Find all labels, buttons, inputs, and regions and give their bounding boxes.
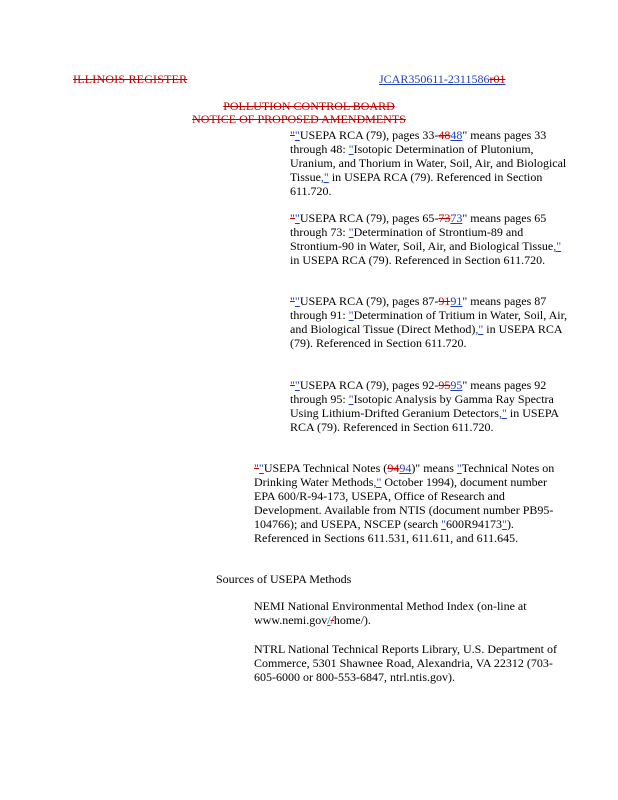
deleted-quote: " <box>290 211 295 225</box>
definition-text: " means pages 33 through 48: <box>290 128 547 156</box>
definition-rca-92-95 <box>290 378 570 434</box>
inserted-quote: " <box>441 517 447 531</box>
deleted-slash: / <box>330 613 334 627</box>
inserted-quote: " <box>294 128 300 142</box>
inserted-quote: ," <box>475 322 484 336</box>
inserted-quote: " <box>348 142 354 156</box>
definition-text: USEPA RCA (79), pages 65- <box>299 211 439 225</box>
inserted-range: 73 <box>450 211 463 225</box>
definition-text: " means pages 65 through 73: <box>290 211 547 239</box>
source-text: home/). <box>333 613 371 627</box>
definition-technical-notes <box>254 461 564 545</box>
definition-text: October 1994), document number EPA 600/R-94-173, USEPA, Office of Research and Development. Available from NTIS (document number PB95-104766); and USEPA, NSCEP (search <box>254 475 554 531</box>
definition-text: Isotopic Analysis by Gamma Ray Spectra Using Lithium-Drifted Geranium Detectors <box>290 392 554 420</box>
deleted-range: 73 <box>438 211 451 225</box>
definition-text: " means pages 87 through 91: <box>290 294 547 322</box>
definition-text: USEPA RCA (79), pages 87- <box>299 294 439 308</box>
inserted-range: 48 <box>450 128 463 142</box>
inserted-quote: ," <box>320 170 329 184</box>
inserted-quote: " <box>348 225 354 239</box>
inserted-quote: ," <box>373 475 382 489</box>
deleted-range: 95 <box>438 378 451 392</box>
notice-title: NOTICE OF PROPOSED AMENDMENTS <box>192 112 406 126</box>
inserted-quote: " <box>294 294 300 308</box>
jcar-code <box>379 72 505 87</box>
inserted-range: 91 <box>450 294 463 308</box>
definition-text: )" means <box>411 461 457 475</box>
register-header: ILLINOIS REGISTER <box>73 72 188 86</box>
definition-text: USEPA Technical Notes ( <box>263 461 388 475</box>
board-heading <box>0 100 618 126</box>
sources-heading: Sources of USEPA Methods <box>216 572 352 586</box>
deleted-quote: " <box>290 128 295 142</box>
inserted-quote: " <box>348 392 354 406</box>
inserted-quote: " <box>502 517 507 531</box>
inserted-quote: " <box>456 461 462 475</box>
inserted-quote: ," <box>498 406 507 420</box>
definition-text: Determination of Tritium in Water, Soil, Air, and Biological Tissue (Direct Method) <box>290 308 568 336</box>
definition-text: 600R94173 <box>446 517 503 531</box>
board-name: POLLUTION CONTROL BOARD <box>223 99 395 113</box>
deleted-year: 94 <box>387 461 400 475</box>
jcar-code-deleted: r01 <box>489 72 506 86</box>
source-nemi <box>254 599 566 627</box>
deleted-range: 48 <box>438 128 451 142</box>
deleted-quote: " <box>254 461 259 475</box>
definition-text: ). Referenced in Sections 611.531, 611.611, and 611.645. <box>254 517 519 545</box>
inserted-quote: " <box>348 308 354 322</box>
inserted-quote: ," <box>553 239 562 253</box>
definition-text: in USEPA RCA (79). Referenced in Section 611.720. <box>290 170 543 198</box>
definition-text: Technical Notes on Drinking Water Methods <box>254 461 555 489</box>
definition-rca-33-48 <box>290 128 570 198</box>
definition-text: in USEPA RCA (79). Referenced in Section 611.720. <box>290 322 562 350</box>
deleted-quote: " <box>290 294 295 308</box>
inserted-quote: " <box>258 461 264 475</box>
inserted-year: 94 <box>399 461 412 475</box>
deleted-quote: " <box>290 378 295 392</box>
inserted-slash: / <box>327 613 331 627</box>
definition-text: in USEPA RCA (79). Referenced in Section 611.720. <box>290 253 546 267</box>
inserted-quote: " <box>294 378 300 392</box>
definition-text: Determination of Strontium-89 and Strontium-90 in Water, Soil, Air, and Biological Tissue <box>290 225 554 253</box>
deleted-range: 91 <box>438 294 451 308</box>
definition-text: USEPA RCA (79), pages 92- <box>299 378 439 392</box>
definition-text: " means pages 92 through 95: <box>290 378 547 406</box>
definition-rca-65-73 <box>290 211 570 267</box>
inserted-quote: " <box>294 211 300 225</box>
definition-text: in USEPA RCA (79). Referenced in Section 611.720. <box>290 406 559 434</box>
source-text: NEMI National Environmental Method Index (on-line at www.nemi.gov <box>254 599 527 627</box>
inserted-range: 95 <box>450 378 463 392</box>
definition-text: Isotopic Determination of Plutonium, Uranium, and Thorium in Water, Soil, Air, and Biological Tissue <box>290 142 567 184</box>
definition-rca-87-91 <box>290 294 570 350</box>
definition-text: USEPA RCA (79), pages 33- <box>299 128 439 142</box>
source-ntrl: NTRL National Technical Reports Library, U.S. Department of Commerce, 5301 Shawnee Road, Alexandria, VA 22312 (703-605-6000 or 800-553-6847, ntrl.ntis.gov). <box>254 642 557 684</box>
jcar-code-inserted: JCAR350611-2311586 <box>379 72 490 86</box>
